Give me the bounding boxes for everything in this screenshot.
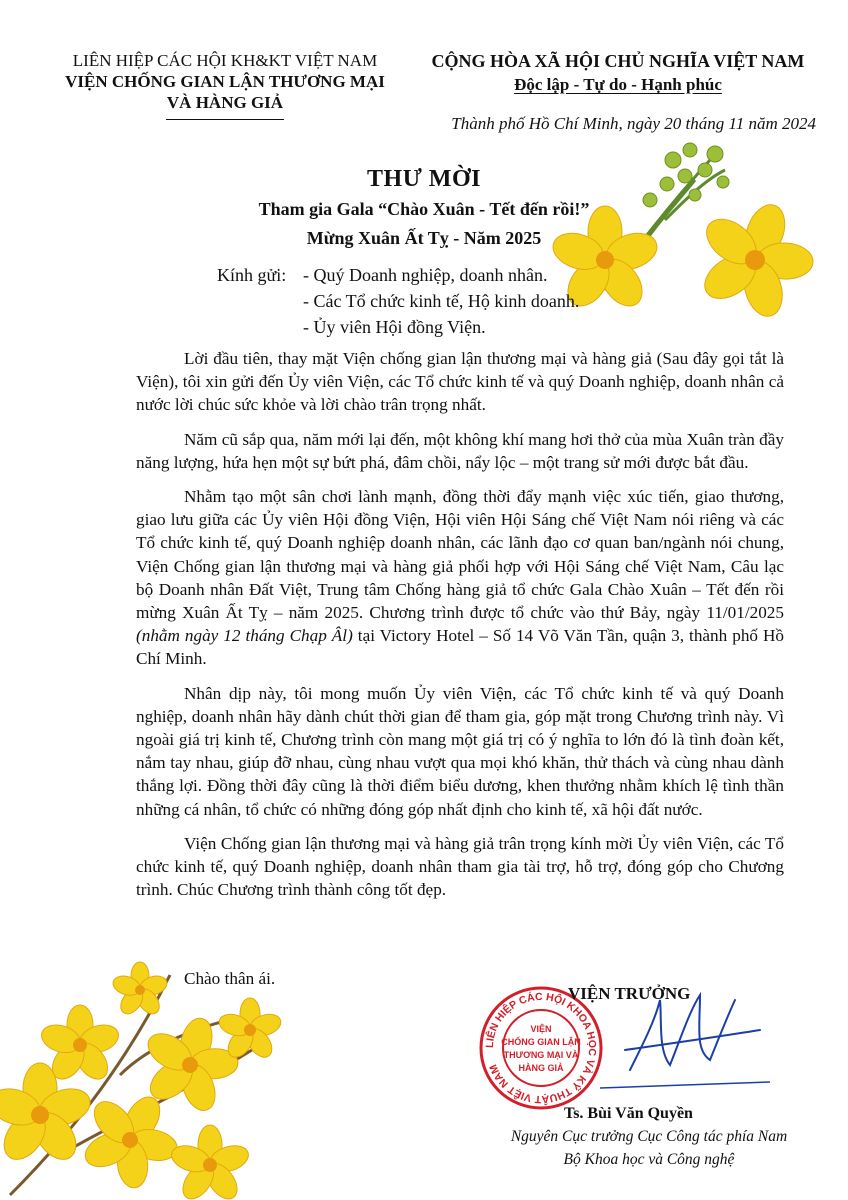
paragraph-new-year: Năm cũ sắp qua, năm mới lại đến, một không khí mang hơi thở của mùa Xuân tràn đầy năng lượng, hứa hẹn một sự bứt phá, đâm chồi, nẩy lộc – một trang sử mới được bắt đầu. (136, 429, 784, 472)
seal-ring-text: LIÊN HIỆP CÁC HỘI KHOA HỌC VÀ KỸ THUẬT VIỆT NAM (483, 990, 599, 1106)
signatory-title: VIỆN TRƯỞNG (568, 984, 691, 1003)
org-name-line1: VIỆN CHỐNG GIAN LẬN THƯƠNG MẠI (65, 72, 385, 91)
recipient-item: - Ủy viên Hội đồng Viện. (303, 317, 486, 337)
closing-greeting: Chào thân ái. (184, 969, 276, 988)
lunar-date-note: (nhằm ngày 12 tháng Chạp Âl) (136, 626, 353, 646)
recipients-block (217, 262, 579, 340)
header-divider (166, 119, 284, 120)
event-occasion: Mừng Xuân Ất Tỵ - Năm 2025 (306, 228, 542, 248)
signatory-position: Nguyên Cục trưởng Cục Công tác phía Nam (510, 1128, 788, 1145)
document-title: THƯ MỜI (367, 166, 481, 192)
paragraph-invitation-reason: Nhân dịp này, tôi mong muốn Ủy viên Viện, các Tổ chức kinh tế và quý Doanh nghiệp, doanh nhân hãy dành chút thời gian để tham gia, góp mặt trong Chương trình này. Vì ngoài giá trị kinh tế, Chương trình còn mang một giá trị có ý nghĩa to lớn đó là tình đoàn kết, nắm tay nhau, giúp đỡ nhau, cùng nhau vượt qua mọi khó khăn, thử thách và cùng nhau dành thắng lợi. Đồng thời đây cũng là thời điểm biểu dương, khen thưởng nhằm khích lệ tình thần những cá nhân, tổ chức có những đóng góp nhất định cho kinh tế, xã hội đất nước. (136, 683, 784, 819)
seal-center-line: HÀNG GIẢ (518, 1063, 564, 1073)
event-venue-text: tại Victory Hotel – Số 14 Võ Văn Tần, quận 3, thành phố Hồ Chí Minh. (136, 626, 784, 669)
recipients-label: Kính gửi: (217, 265, 287, 285)
seal-center-line: THƯƠNG MẠI VÀ (503, 1050, 579, 1060)
recipient-item: - Quý Doanh nghiệp, doanh nhân. (303, 265, 548, 285)
seal-center-line: CHỐNG GIAN LẬN (501, 1037, 581, 1047)
parent-org-name: LIÊN HIỆP CÁC HỘI KH&KT VIỆT NAM (72, 51, 378, 70)
organization-header (30, 50, 420, 120)
paragraph-sponsorship: Viện Chống gian lận thương mại và hàng giả trân trọng kính mời Ủy viên Viện, các Tổ chức kinh tế, quý Doanh nghiệp, doanh nhân tham gia tài trợ, hỗ trợ, đóng góp cho Chương trình. Chúc Chương trình thành công tốt đẹp. (136, 833, 784, 900)
signatory-name: Ts. Bùi Văn Quyền (564, 1105, 693, 1122)
paragraph-greeting: Lời đầu tiên, thay mặt Viện chống gian lận thương mại và hàng giả (Sau đây gọi tắt là Viện), tôi xin gửi đến Ủy viên Viện, các Tổ chức kinh tế và quý Doanh nghiệp, doanh nhân cả nước lời chúc sức khỏe và lời chào trân trọng nhất. (136, 349, 784, 415)
national-header (418, 50, 818, 96)
national-motto: Độc lập - Tự do - Hạnh phúc (514, 75, 722, 94)
org-name-line2: VÀ HÀNG GIẢ (166, 93, 284, 112)
paragraph-event-details (136, 485, 784, 671)
recipient-item: - Các Tổ chức kinh tế, Hộ kinh doanh. (303, 291, 580, 311)
seal-center-line: VIỆN (530, 1024, 552, 1034)
country-name: CỘNG HÒA XÃ HỘI CHỦ NGHĨA VIỆT NAM (431, 51, 805, 71)
event-name: Tham gia Gala “Chào Xuân - Tết đến rồi!” (258, 199, 590, 219)
signatory-ministry: Bộ Khoa học và Công nghệ (563, 1151, 735, 1168)
letter-body (136, 347, 784, 912)
apricot-blossom-decoration-bottom (0, 955, 320, 1200)
document-date: Thành phố Hồ Chí Minh, ngày 20 tháng 11 năm 2024 (451, 114, 816, 133)
event-details-text: Nhằm tạo một sân chơi lành mạnh, đồng thời đẩy mạnh việc xúc tiến, giao thương, giao lưu giữa các Ủy viên Hội đồng Viện, Hội viên Hội Sáng chế Việt Nam nói riêng và các Tổ chức kinh tế, quý Doanh nghiệp doanh nhân, các lãnh đạo cơ quan ban/ngành nói chung, Viện Chống gian lận thương mại và hàng giả phối hợp với Hội Sáng chế Việt Nam, Câu lạc bộ Doanh nhân Đất Việt, Trung tâm Chống hàng giả tổ chức Gala Chào Xuân – Tết đến rồi mừng Xuân Ất Tỵ – năm 2025. Chương trình được tổ chức vào thứ Bảy, ngày 11/01/2025 (136, 487, 784, 623)
svg-text:LIÊN HIỆP CÁC HỘI KHOA HỌC VÀ (484, 990, 598, 1106)
